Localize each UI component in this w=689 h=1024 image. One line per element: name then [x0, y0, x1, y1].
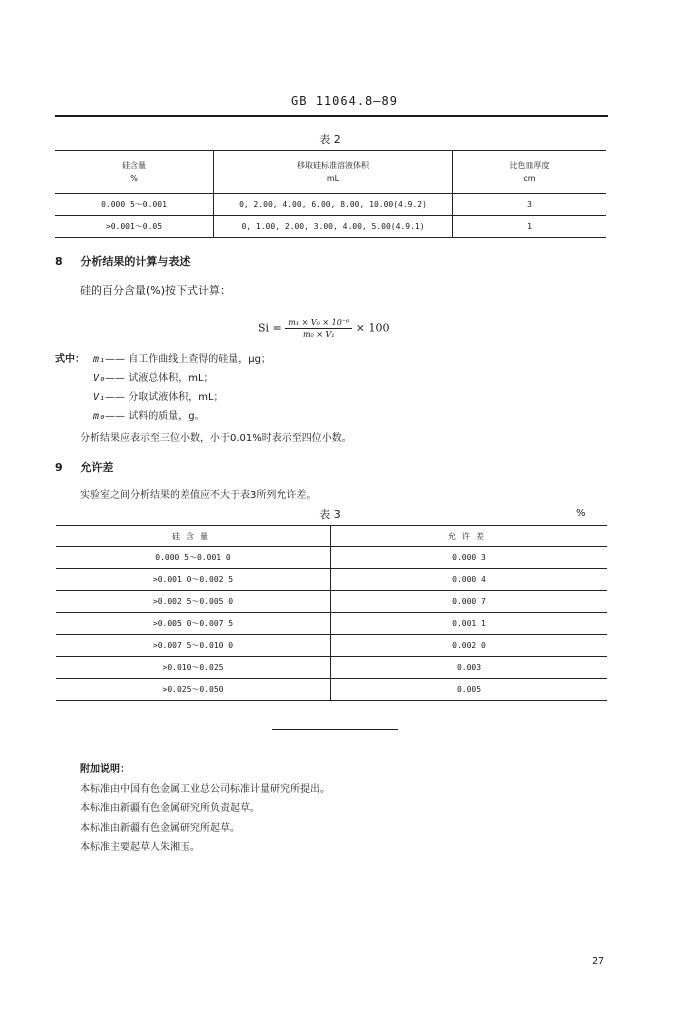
table3-cell-range: >0.005 0～0.007 5	[56, 613, 331, 635]
table3-cell-tolerance: 0.000 7	[331, 591, 608, 613]
table-row	[56, 591, 607, 613]
variable-definitions	[55, 350, 555, 430]
formula-numerator: m₁ × V₀ × 10⁻⁶	[285, 318, 352, 329]
definition-text: —— 试料的质量，g。	[105, 411, 205, 422]
col-unit: mL	[326, 174, 340, 183]
table3-cell-tolerance: 0.003	[331, 657, 608, 679]
additional-notes	[80, 760, 580, 858]
table3-cell-tolerance: 0.005	[331, 679, 608, 701]
definition-symbol: V₁	[93, 392, 106, 403]
table3-unit: %	[576, 508, 586, 519]
calculation-formula	[258, 318, 389, 339]
section8-intro: 硅的百分含量(%)按下式计算：	[80, 284, 232, 297]
definition-row	[93, 407, 205, 426]
table3-cell-range: 0.000 5～0.001 0	[56, 547, 331, 569]
table3-cell-range: >0.002 5～0.005 0	[56, 591, 331, 613]
notes-title: 附加说明：	[80, 764, 130, 775]
table2-cell-volumes: 0, 2.00, 4.00, 6.00, 8.00, 10.00(4.9.2)	[214, 194, 453, 216]
notes-line: 本标准主要起草人朱湘玉。	[80, 842, 200, 853]
section-title: 允许差	[80, 461, 114, 474]
standard-code-header: GB 11064.8—89	[291, 94, 398, 108]
table3-cell-tolerance: 0.001 1	[331, 613, 608, 635]
table3-cell-tolerance: 0.002 0	[331, 635, 608, 657]
table3	[56, 525, 607, 701]
table2-caption: 表 2	[319, 133, 341, 146]
rounding-rule: 分析结果应表示至三位小数，小于0.01%时表示至四位小数。	[80, 433, 352, 444]
notes-line: 本标准由新疆有色金属研究所起草。	[80, 822, 240, 834]
table3-cell-range: >0.010～0.025	[56, 657, 331, 679]
table-row	[56, 613, 607, 635]
definition-symbol: m₁	[93, 354, 106, 365]
table2-cell-thickness: 3	[453, 194, 607, 216]
table3-col-silicon: 硅含量	[56, 526, 331, 547]
table3-caption: 表 3	[319, 508, 341, 521]
table-row	[55, 216, 606, 238]
section8-heading	[55, 253, 190, 269]
definition-text: —— 试液总体积，mL；	[105, 373, 214, 384]
notes-divider	[272, 729, 398, 730]
definition-row	[93, 369, 214, 388]
table2-header-row	[55, 151, 606, 194]
formula-tail: × 100	[355, 321, 390, 335]
definition-symbol: V₀	[93, 373, 106, 384]
section-number: 9	[55, 461, 63, 474]
col-label: 比色皿厚度	[509, 161, 550, 170]
table-row	[56, 569, 607, 591]
table-row	[56, 635, 607, 657]
definition-row	[93, 388, 224, 407]
col-unit: %	[130, 174, 138, 183]
table-row	[56, 547, 607, 569]
col-label: 硅含量	[122, 161, 146, 170]
table2-col-thickness	[453, 151, 607, 194]
formula-lhs: Si =	[258, 321, 282, 335]
col-unit: cm	[523, 174, 536, 183]
table-row	[56, 679, 607, 701]
section9-intro: 实验室之间分析结果的差值应不大于表3所列允许差。	[80, 490, 317, 501]
table3-col-tolerance: 允许差	[331, 526, 608, 547]
table3-header-row	[56, 526, 607, 547]
header-rule	[55, 115, 608, 117]
table2	[55, 150, 606, 238]
table2-col-silicon	[55, 151, 214, 194]
table2-col-volume	[214, 151, 453, 194]
table2-cell-volumes: 0, 1.00, 2.00, 3.00, 4.00, 5.00(4.9.1)	[214, 216, 453, 238]
table2-cell-range: >0.001～0.05	[105, 222, 163, 231]
table-row	[55, 194, 606, 216]
table3-cell-tolerance: 0.000 3	[331, 547, 608, 569]
notes-line: 本标准由新疆有色金属研究所负责起草。	[80, 803, 260, 814]
table3-cell-range: >0.007 5～0.010 0	[56, 635, 331, 657]
col-label: 移取硅标准溶液体积	[297, 161, 369, 170]
table3-cell-range: >0.001 0～0.002 5	[56, 569, 331, 591]
table-row	[56, 657, 607, 679]
definition-symbol: m₀	[93, 411, 106, 422]
definition-row	[93, 350, 271, 369]
definition-text: —— 自工作曲线上查得的硅量，μg；	[105, 354, 271, 365]
formula-denominator: m₀ × V₁	[302, 330, 335, 339]
page-number: 27	[592, 956, 605, 967]
table3-cell-range: >0.025～0.050	[162, 685, 224, 694]
notes-line: 本标准由中国有色金属工业总公司标准计量研究所提出。	[80, 783, 330, 795]
definition-text: —— 分取试液体积，mL；	[105, 392, 224, 403]
table2-cell-range: 0.000 5～0.001	[55, 194, 214, 216]
section-title: 分析结果的计算与表述	[80, 255, 191, 268]
section9-heading	[55, 459, 113, 475]
table3-cell-tolerance: 0.000 4	[331, 569, 608, 591]
where-label: 式中：	[55, 354, 85, 365]
section-number: 8	[55, 255, 63, 268]
table2-cell-thickness: 1	[453, 216, 607, 238]
formula-fraction	[285, 318, 352, 339]
